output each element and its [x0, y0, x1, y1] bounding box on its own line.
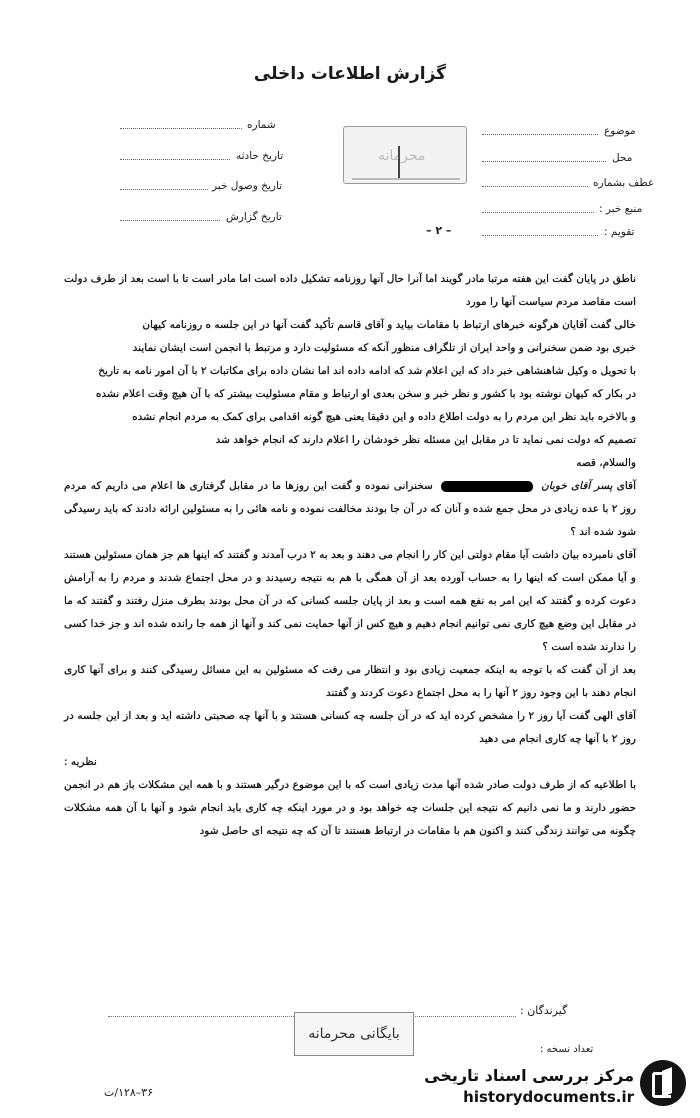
body-line: تصمیم که دولت نمی نماید تا در مقابل این مسئله نظر خودشان را اعلام دارند که انجام خواهد شد	[215, 434, 636, 446]
report-date-field	[226, 211, 282, 223]
reference-field	[593, 177, 654, 189]
event-date-field	[236, 150, 283, 162]
opinion-label: نظریه :	[64, 756, 97, 768]
watermark-url: historydocuments.ir	[463, 1088, 634, 1106]
para2-rest: سخنرانی نموده و گفت این روزها ما در مقابل گرفتاری ها اعلام می داریم که مردم روز ۲ با عده زیادی در محل جمع شده و آنان که در آن جا بودند مخالفت نموده و نامه هائی را به مسئولین ارائه دادند که باید رسیدگی شود	[64, 480, 636, 538]
report-body	[64, 268, 636, 843]
paragraph-5: آقای الهی گفت آیا روز ۲ را مشخص کرده اید که در آن جلسه چه کسانی هستند و با آنها چه صحبتی داشته اید و بعد از این جلسه در روز ۲ با آنها چه کاری انجام می دهید	[64, 710, 637, 745]
paragraph-6: با اطلاعیه که از طرف دولت صادر شده آنها مدت زیادی است که با این موضوع درگیر هستند و با همه این مشکلات باز هم در انجمن حضور دارند و ما نمی دانیم که نتیجه این جلسات چه خواهد بود و در مورد اینکه چه کاری باید انجام شود و آنها با آن همه مشکلات چگونه می توانند زندگی کنند و اکنون هم با مقامات در ارتباط هستند تا آن که چه نتیجه ای حاصل شود	[64, 779, 636, 837]
category-value: – ۲ –	[426, 224, 452, 237]
body-aside: والسلام، قصه	[576, 457, 636, 469]
event-date-dots	[120, 159, 230, 160]
para2-start: آقای	[616, 480, 636, 492]
reference-dots	[482, 186, 588, 187]
body-line: و بالاخره باید نظر این مردم را به دولت اطلاع داده و این دقیقا یعنی هیچ گونه اقدامی برای کمک به مردم انجام نشده	[132, 411, 636, 423]
document-number: ۳۶–۱۲۸/ت	[104, 1086, 154, 1099]
report-date-dots	[120, 220, 220, 221]
watermark-name: مرکز بررسی اسناد تاریخی	[424, 1066, 634, 1085]
body-line: ناطق در پایان گفت این هفته مرتبا مادر گویند اما آنرا حال آنها روزنامه تشکیل داده است اما مادر است تا با است بعد از طرف دولت است مقاصد مردم سیاست آنها را مورد	[64, 273, 636, 308]
number-field	[247, 119, 276, 131]
handwritten-name: پسر آقای خوبان	[541, 480, 613, 492]
paragraph-4: بعد از آن گفت که با توجه به اینکه جمعیت زیادی بود و انتظار می رفت که مسئولین به این مسائل رسیدگی کنند و برای آنها کاری انجام دهند با این وجود روز ۲ آنها را به محل اجتماع دعوت کردند و گفتند	[64, 664, 636, 699]
body-line: با تحویل ه وکیل شاهنشاهی خبر داد که این اعلام شد که ادامه داده اند اما نشان داده برای مکاتبات ۲ با آن امور نامه به تاریخ	[98, 365, 636, 377]
document-title: گزارش اطلاعات داخلی	[253, 64, 447, 84]
para3-text: آقای نامبرده بیان داشت آیا مقام دولتی این کار را انجام می دهند و بعد به ۲ درب آمدند و گفتند که اینها هم جز همان مسئولین هستند و آیا ممکن است که اینها را به حساب آورده بعد از آن همگی با هم به نتیجه رسیدند و در محل اجتماع شدند و مردم را به آرامش دعوت کرده و گفتند که این امر به نفع همه است و بعد از پایان جلسه کسانی که در آن محل بودند بطرف منزل رفتند و گفتند که ما در مقابل این وضع هیچ کاری نمی توانیم انجام دهیم و هیچ کس از آنها حمایت نمی کند و آنها از همه جا رانده شده اند و جز خدا کسی را ندارند	[64, 549, 636, 653]
source-field	[599, 203, 642, 215]
number-label: شماره	[247, 119, 276, 131]
stamp-dash	[352, 178, 460, 180]
place-field	[612, 152, 632, 164]
place-label: محل	[612, 152, 633, 164]
copies-label: تعداد نسخه :	[540, 1044, 594, 1055]
body-line: در بکار که کیهان نوشته بود با کشور و نظر خبر و سخن بعدی او ارتباط و مقام مسئولیت بیشتر که با آن هیچ وقت اعلام نشده	[95, 388, 636, 400]
subject-dots	[482, 134, 598, 135]
received-date-dots	[120, 189, 208, 190]
confidential-stamp-text: محرمانه	[378, 148, 426, 164]
number-dots	[120, 128, 242, 129]
body-line: خبری بود ضمن سخنرانی و واحد ایران از تلگراف منظور آنکه که مسئولیت دارد و مرتبط با انجمن است ایشان نمایند	[132, 342, 636, 354]
para3-end: شده است ؟	[542, 641, 597, 653]
place-dots	[482, 161, 606, 162]
reference-label: عطف بشماره	[593, 177, 655, 189]
recipients-label: گیرندگان :	[520, 1004, 568, 1017]
archive-stamp: بایگانی محرمانه	[294, 1012, 414, 1056]
report-date-label: تاریخ گزارش	[226, 211, 282, 223]
category-label: تقویم :	[604, 226, 635, 238]
category-dots	[482, 235, 598, 236]
body-line: خالی گفت آقایان هرگونه خبرهای ارتباط با مقامات بیاید و آقای قاسم تأکید گفت آنها در این جلسه ه روزنامه کیهان	[142, 319, 636, 331]
event-date-label: تاریخ حادثه	[236, 150, 284, 162]
received-date-label: تاریخ وصول خبر	[212, 180, 283, 192]
source-dots	[482, 212, 594, 213]
archive-logo-icon	[640, 1060, 686, 1106]
subject-field	[604, 125, 636, 137]
received-date-field	[212, 180, 282, 192]
category-field	[604, 226, 634, 238]
para2-end: شده اند ؟	[570, 526, 614, 538]
redaction-blot	[441, 481, 533, 492]
subject-label: موضوع	[604, 125, 636, 137]
paragraph-3	[64, 544, 636, 659]
source-label: منبع خبر :	[599, 203, 643, 215]
paragraph-2	[64, 475, 636, 544]
